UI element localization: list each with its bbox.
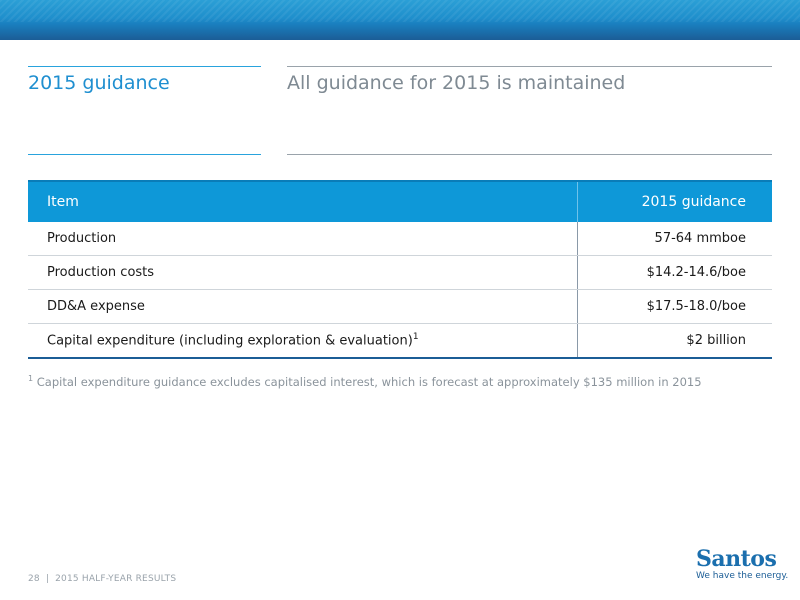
- title-bottom-rule: [28, 154, 261, 155]
- headline-top-rule: [287, 66, 772, 67]
- slide-headline: All guidance for 2015 is maintained: [287, 72, 626, 94]
- table-row: [28, 222, 772, 256]
- banner-texture: [0, 0, 800, 22]
- footnote-marker: 1: [412, 332, 419, 343]
- table-row: [28, 290, 772, 324]
- table-row: [28, 256, 772, 290]
- title-top-rule: [28, 66, 261, 67]
- row-value: $2 billion: [578, 324, 773, 359]
- table-header-row: [28, 181, 772, 222]
- page-number: 28: [28, 574, 40, 584]
- top-banner: [0, 0, 800, 40]
- santos-logo: [696, 546, 789, 582]
- footer-label: 2015 HALF-YEAR RESULTS: [55, 574, 177, 584]
- footnote-marker: 1: [28, 374, 34, 383]
- row-item-label: Capital expenditure (including exploration & evaluation): [47, 333, 413, 349]
- row-item: Production: [28, 222, 578, 256]
- section-title: 2015 guidance: [28, 72, 170, 94]
- footnote-text: Capital expenditure guidance excludes capitalised interest, which is forecast at approximately $135 million in 2015: [36, 374, 702, 389]
- row-value: 57-64 mmboe: [578, 222, 773, 256]
- headline-bottom-rule: [287, 154, 772, 155]
- header-guidance: 2015 guidance: [578, 181, 773, 222]
- row-item: DD&A expense: [28, 290, 578, 324]
- logo-tagline: We have the energy.: [696, 571, 789, 581]
- logo-wordmark: Santos: [696, 546, 777, 572]
- header-item: Item: [28, 181, 578, 222]
- guidance-table: [28, 180, 772, 359]
- row-item: Production costs: [28, 256, 578, 290]
- slide-footer: [28, 574, 176, 584]
- footnote: [28, 374, 702, 389]
- row-item: [28, 324, 578, 359]
- row-value: $14.2-14.6/boe: [578, 256, 773, 290]
- row-value: $17.5-18.0/boe: [578, 290, 773, 324]
- footer-separator: |: [45, 574, 50, 584]
- table-row: [28, 324, 772, 359]
